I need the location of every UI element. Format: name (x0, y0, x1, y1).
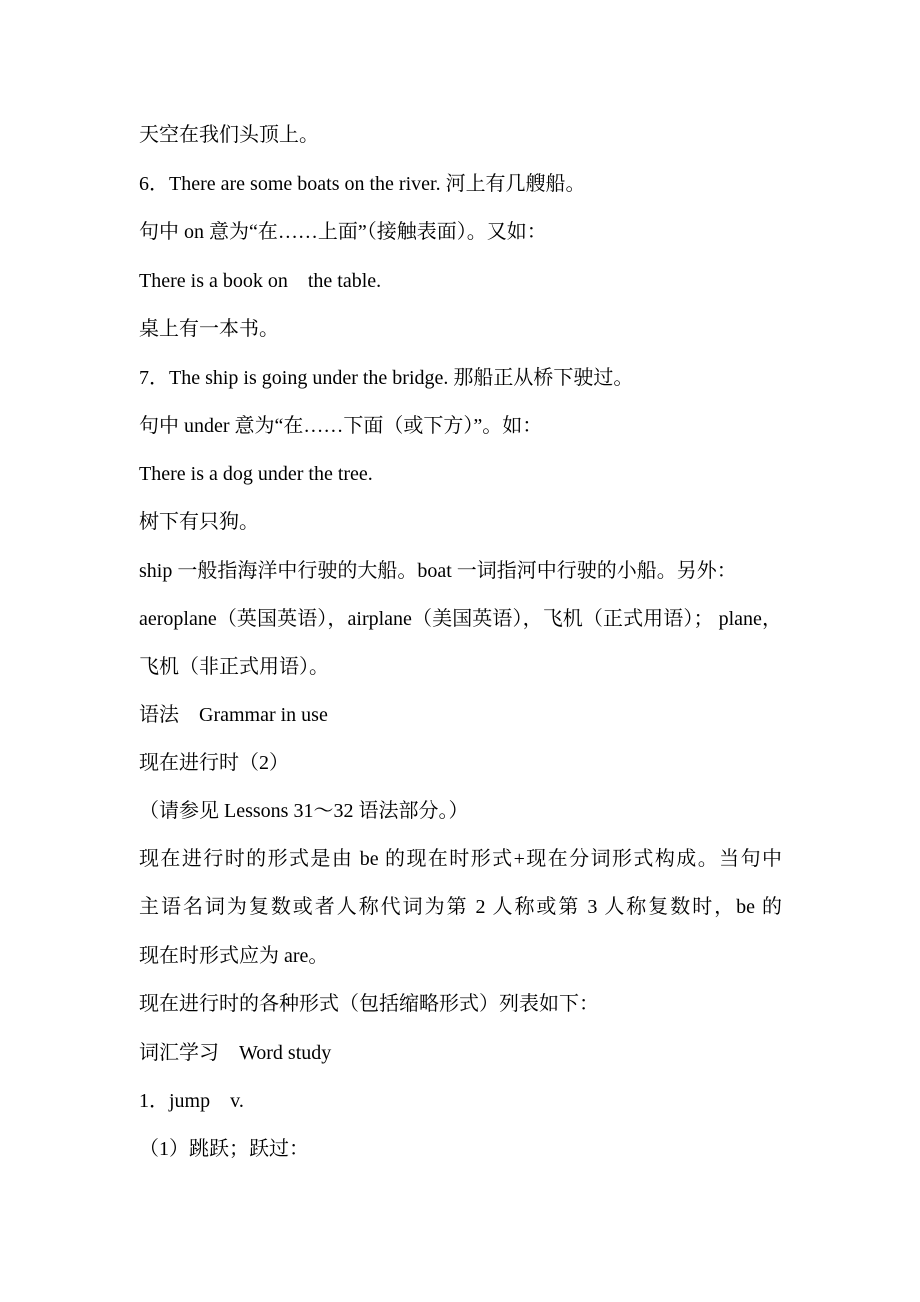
text-line: 6．There are some boats on the river. 河上有几艘船。 (139, 173, 586, 195)
text-line: There is a dog under the tree. (139, 463, 373, 485)
text-line: 天空在我们头顶上。 (139, 124, 319, 146)
text-line: 1．jump v. (139, 1090, 244, 1112)
section-heading: 词汇学习 Word study (139, 1042, 332, 1064)
text-line: ship 一般指海洋中行驶的大船。boat 一词指河中行驶的小船。另外： (139, 560, 737, 582)
text-line: 句中 on 意为“在……上面”（接触表面）。又如： (139, 221, 547, 243)
text-line: 桌上有一本书。 (139, 318, 279, 340)
section-heading: 语法 Grammar in use (139, 704, 328, 726)
text-line: There is a book on the table. (139, 270, 382, 292)
text-line: 主语名词为复数或者人称代词为第 2 人称或第 3 人称复数时，be 的 (139, 896, 782, 918)
text-line: 现在进行时（2） (139, 752, 289, 774)
text-line: 句中 under 意为“在……下面（或下方）”。如： (139, 415, 543, 437)
text-line: （请参见 Lessons 31～32 语法部分。） (139, 800, 469, 822)
text-line: 现在进行时的形式是由 be 的现在时形式+现在分词形式构成。当句中 (139, 848, 782, 870)
text-line: 现在进行时的各种形式（包括缩略形式）列表如下： (139, 993, 599, 1015)
text-line: 树下有只狗。 (139, 511, 259, 533)
text-line: 飞机（非正式用语）。 (139, 656, 329, 678)
text-line: （1）跳跃；跃过： (139, 1138, 309, 1160)
text-line: 现在时形式应为 are。 (139, 945, 329, 967)
text-line: aeroplane（英国英语），airplane（美国英语），飞机（正式用语）； plane， (139, 608, 782, 630)
text-line: 7．The ship is going under the bridge. 那船正从桥下驶过。 (139, 367, 634, 389)
